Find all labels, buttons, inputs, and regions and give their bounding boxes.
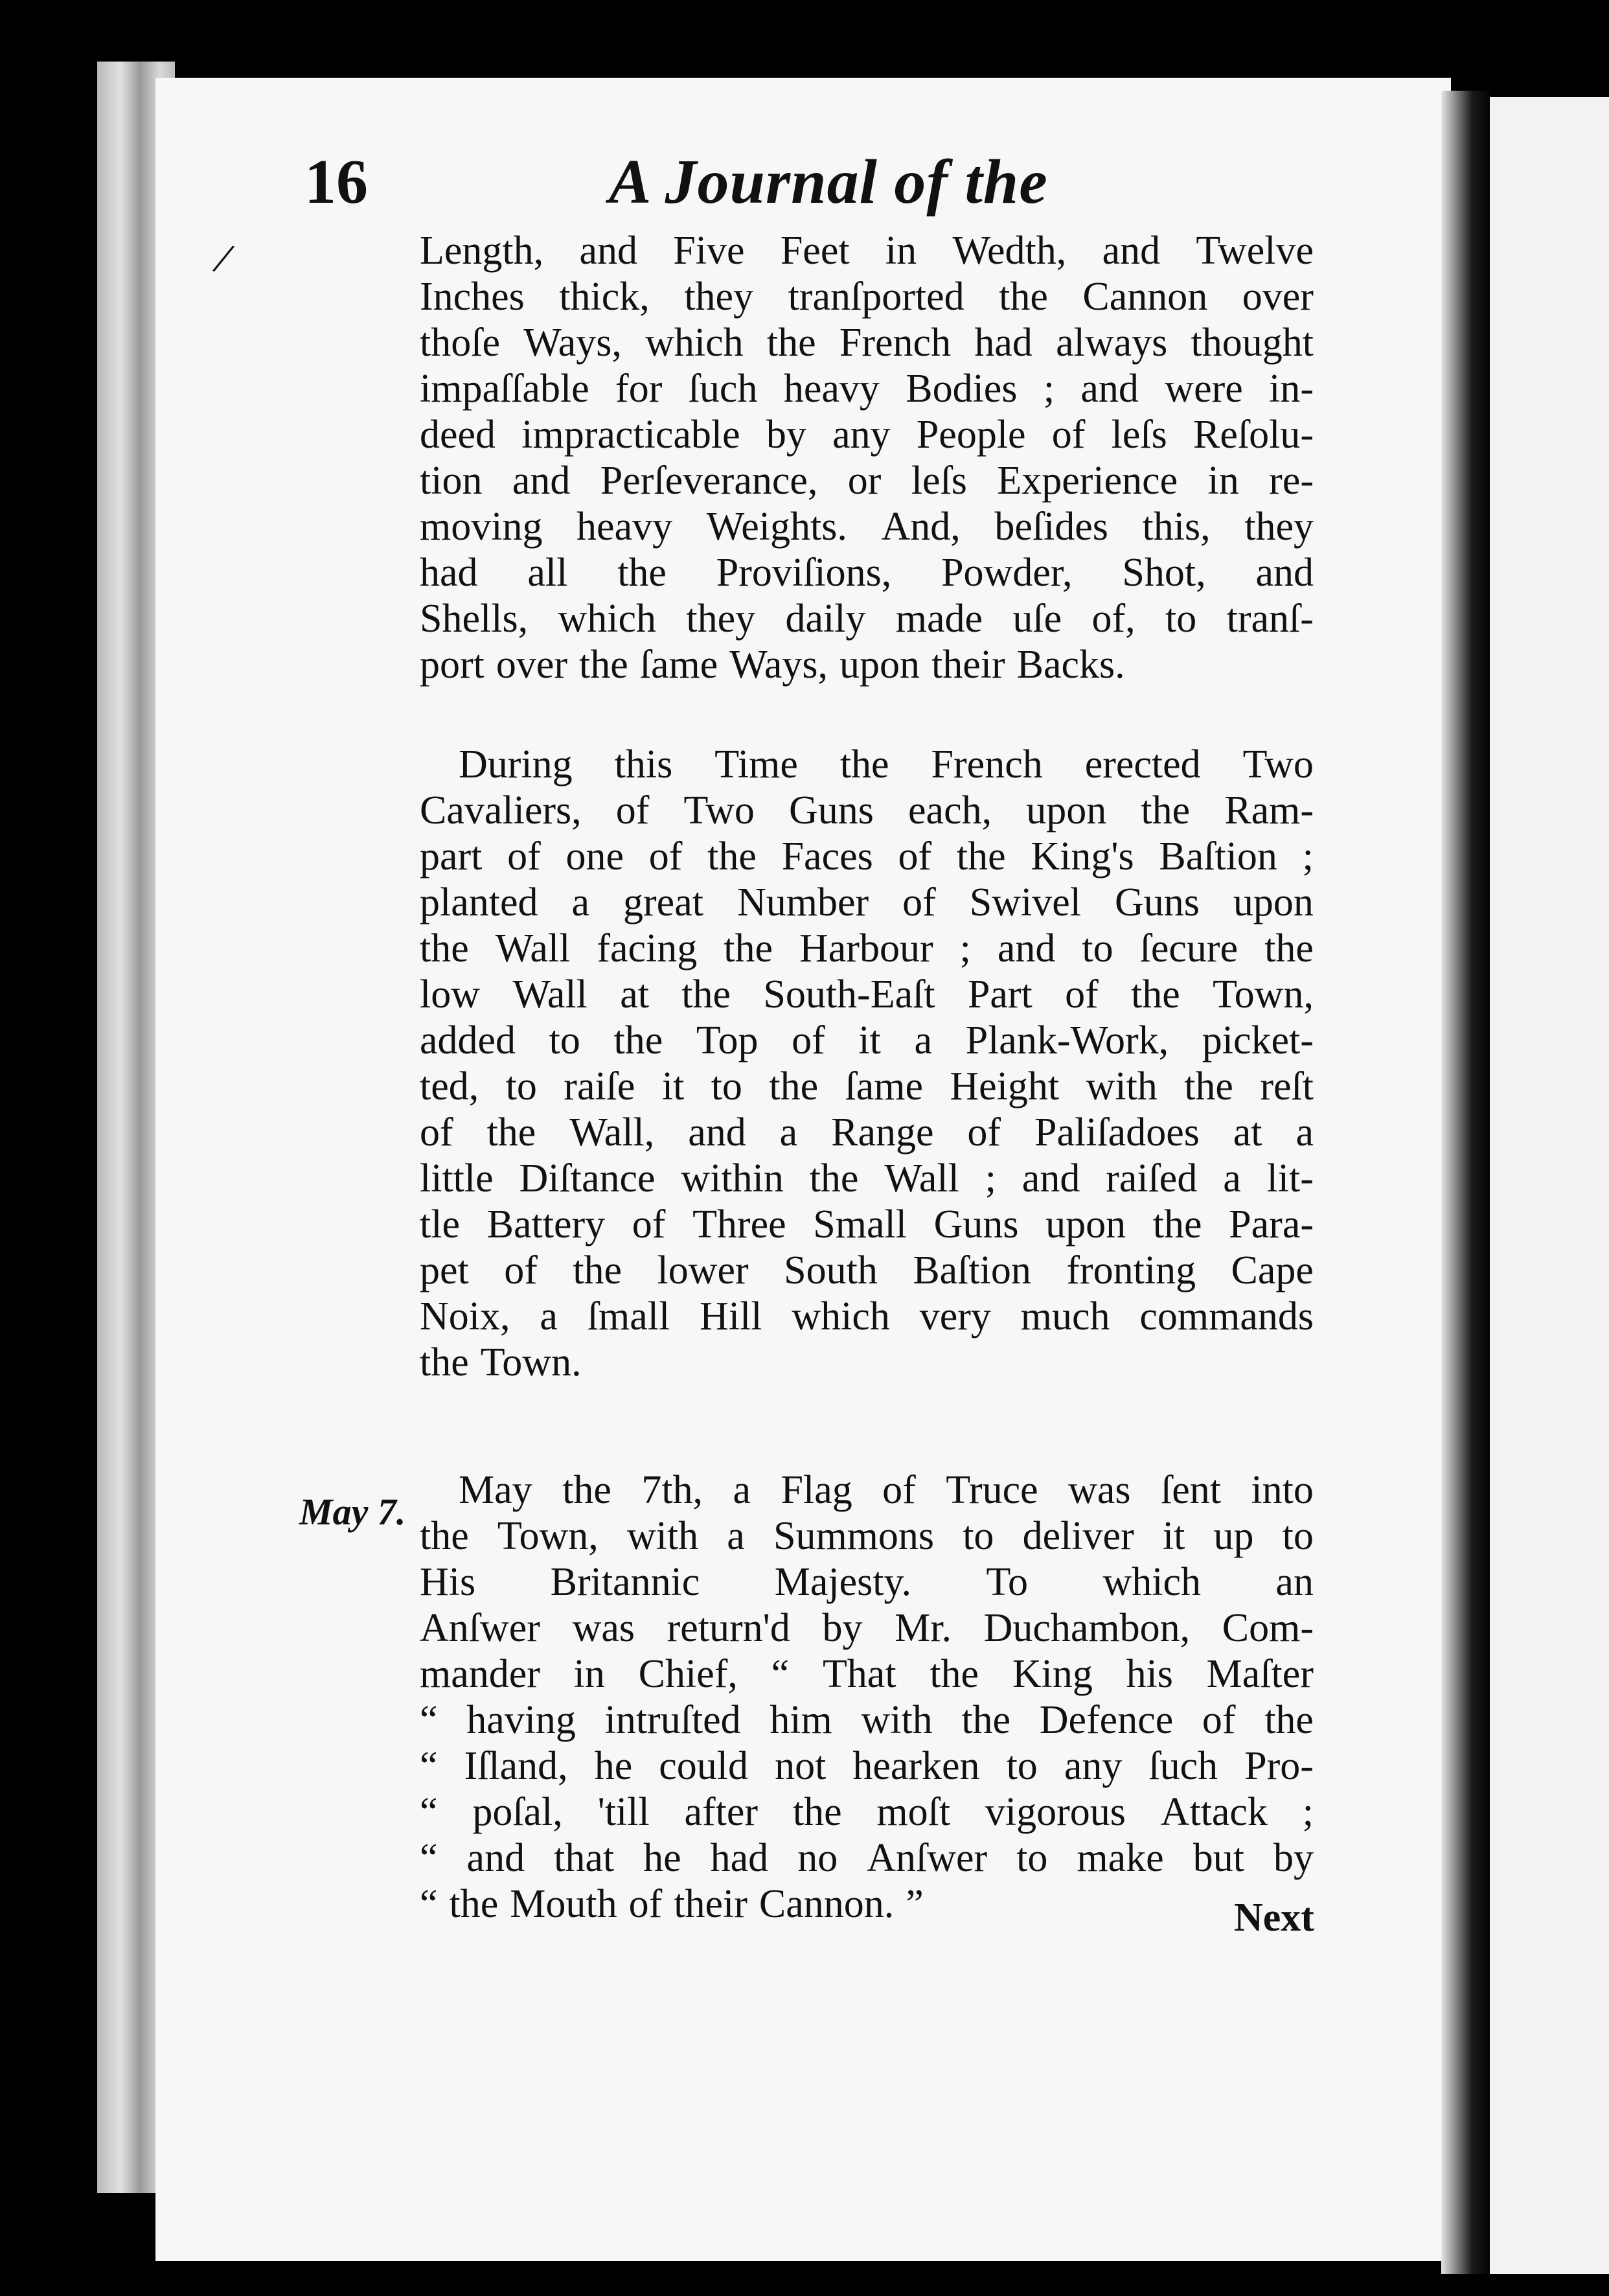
text-line: “ Iſland, he could not hearken to any ſuch Pro- xyxy=(420,1744,1314,1788)
text-line: of the Wall, and a Range of Paliſadoes at a xyxy=(420,1110,1314,1154)
text-line: impaſſable for ſuch heavy Bodies ; and were in- xyxy=(420,367,1314,411)
text-line: Noix, a ſmall Hill which very much commands xyxy=(420,1294,1314,1338)
text-line: His Britannic Majesty. To which an xyxy=(420,1560,1314,1604)
text-line: low Wall at the South-Eaſt Part of the Town, xyxy=(420,972,1314,1016)
page-number: 16 xyxy=(304,147,368,217)
paragraph-1 xyxy=(420,228,1314,688)
text-line: “ having intruſted him with the Defence of the xyxy=(420,1698,1314,1742)
text-line: the Town. xyxy=(420,1340,582,1384)
text-line: port over the ſame Ways, upon their Backs. xyxy=(420,643,1125,687)
text-line: “ the Mouth of their Cannon. ” xyxy=(420,1882,924,1926)
text-line: tle Battery of Three Small Guns upon the Para- xyxy=(420,1202,1314,1246)
text-line: Anſwer was return'd by Mr. Duchambon, Com- xyxy=(420,1606,1314,1650)
paragraph-2 xyxy=(420,742,1314,1386)
text-line: the Wall facing the Harbour ; and to ſecure the xyxy=(420,926,1314,970)
text-line: tion and Perſeverance, or leſs Experience in re- xyxy=(420,459,1314,503)
text-line: Cavaliers, of Two Guns each, upon the Ram- xyxy=(420,788,1314,832)
text-line: deed impracticable by any People of leſs Reſolu- xyxy=(420,413,1314,457)
text-line: ted, to raiſe it to the ſame Height with the reſt xyxy=(420,1064,1314,1108)
margin-mark: / xyxy=(209,233,238,285)
text-line: planted a great Number of Swivel Guns upon xyxy=(420,880,1314,924)
text-line: had all the Proviſions, Powder, Shot, and xyxy=(420,551,1314,595)
text-line: mander in Chief, “ That the King his Maſter xyxy=(420,1652,1314,1696)
facing-page-edge xyxy=(1490,97,1609,2274)
margin-date-note: May 7. xyxy=(299,1491,406,1533)
text-line: moving heavy Weights. And, beſides this, they xyxy=(420,505,1314,549)
text-line: May the 7th, a Flag of Truce was ſent into xyxy=(459,1468,1314,1512)
text-line: the Town, with a Summons to deliver it up to xyxy=(420,1514,1314,1558)
text-line: part of one of the Faces of the King's Baſtion ; xyxy=(420,834,1314,878)
text-line: Length, and Five Feet in Wedth, and Twelve xyxy=(420,229,1314,273)
text-line: Inches thick, they tranſported the Cannon over xyxy=(420,275,1314,319)
text-line: “ and that he had no Anſwer to make but by xyxy=(420,1836,1314,1880)
text-line: added to the Top of it a Plank-Work, picket- xyxy=(420,1018,1314,1062)
paragraph-3 xyxy=(420,1467,1314,1927)
text-line: “ poſal, 'till after the moſt vigorous Attack ; xyxy=(420,1790,1314,1834)
text-line: thoſe Ways, which the French had always thought xyxy=(420,321,1314,365)
gutter-shadow xyxy=(1441,91,1493,2274)
text-line: pet of the lower South Baſtion fronting Cape xyxy=(420,1248,1314,1292)
text-line: During this Time the French erected Two xyxy=(459,742,1314,786)
running-title: A Journal of the xyxy=(609,147,1048,217)
text-line: little Diſtance within the Wall ; and raiſed a lit- xyxy=(420,1156,1314,1200)
page-header xyxy=(304,146,1276,217)
catchword: Next xyxy=(1234,1896,1314,1940)
text-line: Shells, which they daily made uſe of, to tranſ- xyxy=(420,597,1314,641)
